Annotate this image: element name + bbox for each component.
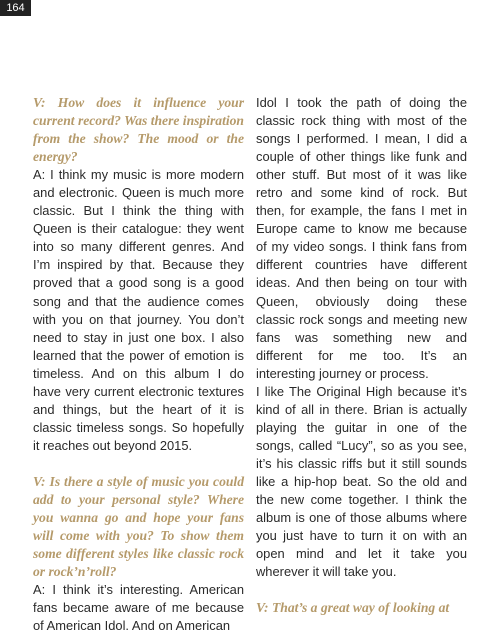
page-number: 164 (0, 0, 31, 16)
answer-2-paragraph-2: I like The Original High because it’s kind of all in there. Brian is actually playing the guitar in one of the songs, called “Lucy”, so as you see, it’s his classic riffs but it still sounds like a hip-hop beat. So the old and the new come together. I think the album is one of those albums where you just have to turn it on with an open mind and let it take you wherever it will take you. (256, 383, 467, 580)
right-column (256, 94, 467, 617)
question-1: V: How does it influence your current record? Was there inspiration from the show? The mood or the energy? (33, 95, 244, 165)
answer-2-continued: Idol I took the path of doing the classic rock thing with most of the songs I performed. I mean, I did a couple of other things like funk and other stuff. But most of it was like retro and some kind of rock. But then, for example, the fans I met in Europe came to know me because of my video songs. I think fans from different countries have different ideas. And then being on tour with Queen, obviously doing these classic rock songs and meeting new fans was something new and different for me too. It’s an interesting journey or process. (256, 95, 467, 381)
answer-2: A: I think it’s interesting. American fans became aware of me because of American Idol. And on American (33, 582, 244, 634)
paragraph-gap (33, 455, 244, 473)
question-2: V: Is there a style of music you could add to your personal style? Where you wanna go and hope your fans will come with you? To show them some different styles like classic rock or rock’n’roll? (33, 473, 244, 580)
question-3: V: That’s a great way of looking at (256, 600, 450, 616)
answer-1: A: I think my music is more modern and electronic. Queen is much more classic. But I think the thing with Queen is their catalogue: they went into so many different genres. And I’m inspired by that. Because they proved that a good song is a good song and that the audience comes with you on that journey. You don’t need to stay in just one box. I also learned that the power of emotion is timeless. And on this album I do have very current electronic textures and things, but the heart of it is classic timeless songs. So hopefully it reaches out beyond 2015. (33, 167, 244, 453)
paragraph-gap (256, 581, 467, 599)
left-column (33, 94, 244, 635)
